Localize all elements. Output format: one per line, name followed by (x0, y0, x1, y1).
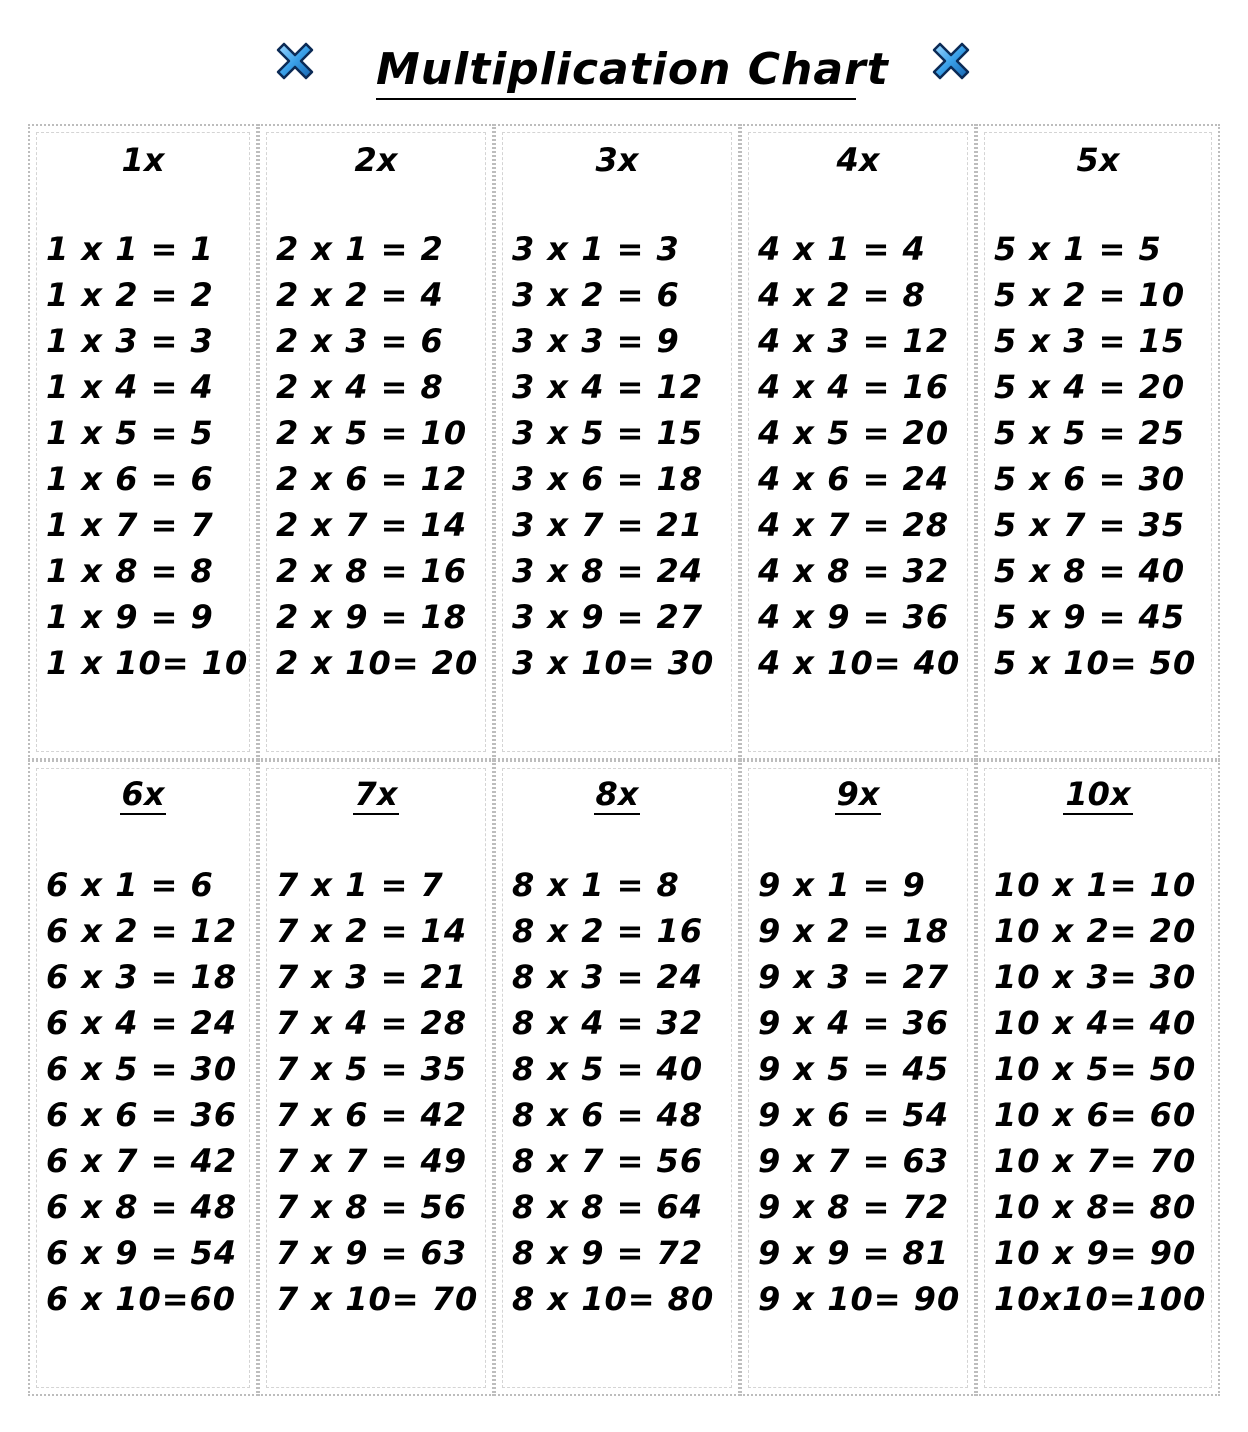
equation-row: 8 x 10= 80 (512, 1280, 715, 1318)
equation-row: 7 x 3 = 21 (276, 958, 468, 996)
equation-row: 2 x 9 = 18 (276, 598, 468, 636)
header (0, 0, 1248, 120)
equation-list (994, 226, 1218, 686)
equation-row: 5 x 4 = 20 (994, 368, 1186, 406)
equation-row: 4 x 4 = 16 (758, 368, 950, 406)
equation-row: 8 x 7 = 56 (512, 1142, 704, 1180)
equation-row: 2 x 7 = 14 (276, 506, 468, 544)
equation-row: 3 x 5 = 15 (512, 414, 704, 452)
equation-row: 1 x 9 = 9 (46, 598, 214, 636)
page-title: Multiplication Chart (376, 44, 856, 100)
equation-row: 7 x 2 = 14 (276, 912, 468, 950)
table-header (496, 774, 738, 814)
equation-row: 4 x 2 = 8 (758, 276, 926, 314)
table-header (30, 140, 256, 180)
equation-row: 6 x 6 = 36 (46, 1096, 238, 1134)
equation-row: 6 x 8 = 48 (46, 1188, 238, 1226)
equation-row: 1 x 8 = 8 (46, 552, 214, 590)
equation-row: 10 x 3= 30 (994, 958, 1197, 996)
blue-x-icon (272, 38, 318, 84)
equation-row: 6 x 7 = 42 (46, 1142, 238, 1180)
table-header-label: 9x (836, 775, 880, 813)
equation-row: 1 x 4 = 4 (46, 368, 214, 406)
table-header-label: 6x (121, 775, 165, 813)
equation-row: 8 x 8 = 64 (512, 1188, 704, 1226)
equation-list (46, 862, 256, 1322)
equation-row: 7 x 8 = 56 (276, 1188, 468, 1226)
equation-row: 6 x 2 = 12 (46, 912, 238, 950)
equation-row: 4 x 7 = 28 (758, 506, 950, 544)
table-header-label: 2x (354, 141, 398, 179)
table-cell-4x (740, 124, 976, 760)
equation-row: 6 x 4 = 24 (46, 1004, 238, 1042)
equation-row: 2 x 10= 20 (276, 644, 479, 682)
equation-row: 8 x 1 = 8 (512, 866, 680, 904)
equation-row: 3 x 8 = 24 (512, 552, 704, 590)
equation-row: 3 x 4 = 12 (512, 368, 704, 406)
table-header (30, 774, 256, 814)
equation-row: 2 x 8 = 16 (276, 552, 468, 590)
equation-row: 3 x 2 = 6 (512, 276, 680, 314)
equation-row: 7 x 1 = 7 (276, 866, 444, 904)
equation-row: 4 x 8 = 32 (758, 552, 950, 590)
equation-list (512, 862, 738, 1322)
equation-row: 10 x 4= 40 (994, 1004, 1197, 1042)
equation-row: 2 x 3 = 6 (276, 322, 444, 360)
equation-row: 9 x 6 = 54 (758, 1096, 950, 1134)
table-header-label: 8x (595, 775, 639, 813)
equation-row: 4 x 5 = 20 (758, 414, 950, 452)
equation-row: 8 x 9 = 72 (512, 1234, 704, 1272)
equation-row: 9 x 9 = 81 (758, 1234, 950, 1272)
equation-row: 7 x 5 = 35 (276, 1050, 468, 1088)
equation-row: 1 x 6 = 6 (46, 460, 214, 498)
table-cell-8x (494, 760, 740, 1396)
equation-row: 5 x 5 = 25 (994, 414, 1186, 452)
table-cell-7x (258, 760, 494, 1396)
table-header (742, 774, 974, 814)
table-header-label: 5x (1076, 141, 1120, 179)
equation-row: 5 x 2 = 10 (994, 276, 1186, 314)
table-cell-3x (494, 124, 740, 760)
equation-row: 5 x 6 = 30 (994, 460, 1186, 498)
table-header-label: 10x (1065, 775, 1131, 813)
equation-row: 1 x 2 = 2 (46, 276, 214, 314)
equation-row: 9 x 7 = 63 (758, 1142, 950, 1180)
table-header (978, 140, 1218, 180)
equation-row: 5 x 7 = 35 (994, 506, 1186, 544)
equation-row: 9 x 10= 90 (758, 1280, 961, 1318)
equation-row: 6 x 10=60 (46, 1280, 237, 1318)
equation-row: 9 x 1 = 9 (758, 866, 926, 904)
equation-row: 3 x 6 = 18 (512, 460, 704, 498)
table-cell-9x (740, 760, 976, 1396)
table-cell-6x (28, 760, 258, 1396)
equation-row: 2 x 1 = 2 (276, 230, 444, 268)
multiplication-grid (28, 124, 1220, 1408)
equation-row: 4 x 6 = 24 (758, 460, 950, 498)
equation-row: 3 x 1 = 3 (512, 230, 680, 268)
table-cell-1x (28, 124, 258, 760)
equation-row: 7 x 7 = 49 (276, 1142, 468, 1180)
table-header-label: 3x (595, 141, 639, 179)
table-header (260, 140, 492, 180)
equation-row: 10 x 8= 80 (994, 1188, 1197, 1226)
blue-x-icon (928, 38, 974, 84)
equation-row: 10 x 1= 10 (994, 866, 1197, 904)
equation-row: 1 x 10= 10 (46, 644, 249, 682)
equation-row: 2 x 6 = 12 (276, 460, 468, 498)
table-header-label: 1x (121, 141, 165, 179)
equation-row: 4 x 1 = 4 (758, 230, 926, 268)
equation-row: 2 x 5 = 10 (276, 414, 468, 452)
equation-row: 5 x 1 = 5 (994, 230, 1162, 268)
equation-row: 6 x 3 = 18 (46, 958, 238, 996)
equation-row: 2 x 4 = 8 (276, 368, 444, 406)
equation-row: 9 x 8 = 72 (758, 1188, 950, 1226)
table-header (742, 140, 974, 180)
equation-row: 8 x 5 = 40 (512, 1050, 704, 1088)
equation-row: 7 x 9 = 63 (276, 1234, 468, 1272)
table-header (978, 774, 1218, 814)
equation-row: 1 x 7 = 7 (46, 506, 214, 544)
table-cell-2x (258, 124, 494, 760)
equation-row: 8 x 4 = 32 (512, 1004, 704, 1042)
equation-list (276, 862, 492, 1322)
equation-list (276, 226, 492, 686)
table-header (496, 140, 738, 180)
equation-row: 10x10=100 (994, 1280, 1207, 1318)
equation-row: 5 x 10= 50 (994, 644, 1197, 682)
equation-row: 3 x 7 = 21 (512, 506, 704, 544)
table-header-label: 7x (354, 775, 398, 813)
equation-row: 6 x 1 = 6 (46, 866, 214, 904)
table-cell-5x (976, 124, 1220, 760)
equation-list (994, 862, 1218, 1322)
equation-row: 6 x 9 = 54 (46, 1234, 238, 1272)
equation-row: 3 x 3 = 9 (512, 322, 680, 360)
equation-row: 6 x 5 = 30 (46, 1050, 238, 1088)
equation-row: 10 x 7= 70 (994, 1142, 1197, 1180)
equation-row: 9 x 5 = 45 (758, 1050, 950, 1088)
equation-row: 3 x 9 = 27 (512, 598, 704, 636)
equation-row: 2 x 2 = 4 (276, 276, 444, 314)
table-header (260, 774, 492, 814)
equation-row: 10 x 6= 60 (994, 1096, 1197, 1134)
equation-row: 3 x 10= 30 (512, 644, 715, 682)
equation-row: 8 x 3 = 24 (512, 958, 704, 996)
equation-row: 9 x 4 = 36 (758, 1004, 950, 1042)
equation-row: 5 x 3 = 15 (994, 322, 1186, 360)
equation-row: 10 x 5= 50 (994, 1050, 1197, 1088)
equation-row: 8 x 2 = 16 (512, 912, 704, 950)
equation-row: 5 x 9 = 45 (994, 598, 1186, 636)
table-header-label: 4x (836, 141, 880, 179)
equation-row: 8 x 6 = 48 (512, 1096, 704, 1134)
equation-row: 1 x 5 = 5 (46, 414, 214, 452)
equation-row: 10 x 9= 90 (994, 1234, 1197, 1272)
equation-row: 10 x 2= 20 (994, 912, 1197, 950)
equation-row: 1 x 3 = 3 (46, 322, 214, 360)
equation-row: 9 x 2 = 18 (758, 912, 950, 950)
equation-row: 4 x 9 = 36 (758, 598, 950, 636)
equation-row: 1 x 1 = 1 (46, 230, 214, 268)
equation-list (512, 226, 738, 686)
table-cell-10x (976, 760, 1220, 1396)
equation-list (46, 226, 256, 686)
equation-list (758, 226, 974, 686)
equation-row: 7 x 4 = 28 (276, 1004, 468, 1042)
equation-row: 7 x 10= 70 (276, 1280, 479, 1318)
equation-row: 5 x 8 = 40 (994, 552, 1186, 590)
equation-row: 4 x 10= 40 (758, 644, 961, 682)
equation-row: 7 x 6 = 42 (276, 1096, 468, 1134)
equation-list (758, 862, 974, 1322)
equation-row: 9 x 3 = 27 (758, 958, 950, 996)
equation-row: 4 x 3 = 12 (758, 322, 950, 360)
